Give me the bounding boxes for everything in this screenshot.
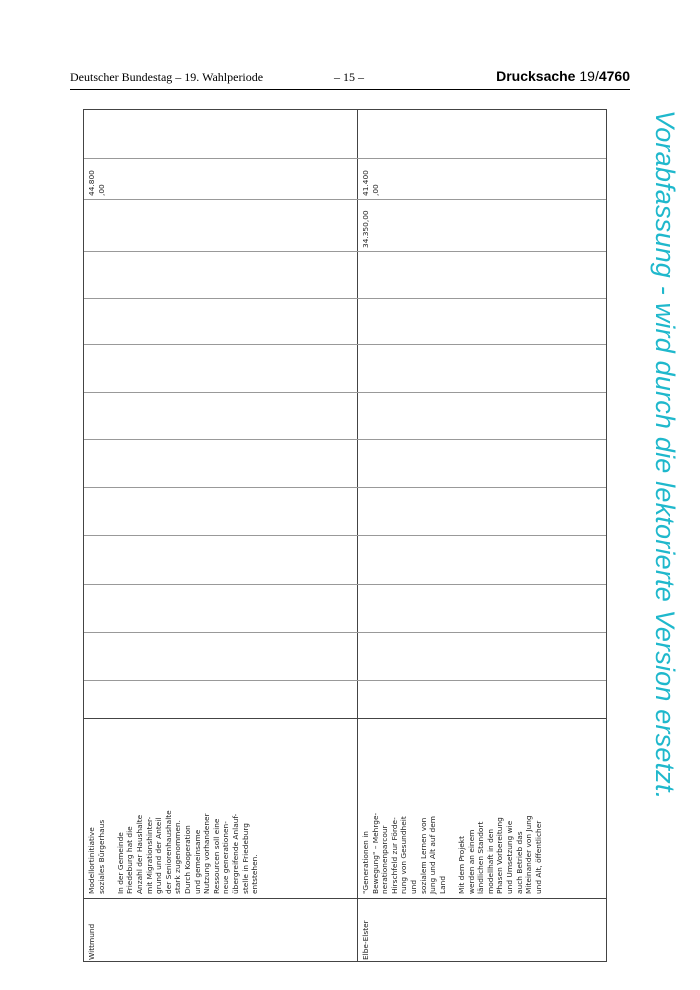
description-line: [106, 810, 116, 894]
header-publication: Deutscher Bundestag – 19. Wahlperiode: [70, 70, 264, 84]
description-line: Bewegung" – Mehrge-: [370, 812, 380, 894]
table-gridline: [84, 298, 606, 299]
description-line: der Seniorenhaushalte: [163, 810, 173, 894]
amount-total: [87, 170, 106, 196]
amount-partial: 34.350,00: [361, 210, 370, 248]
district-name: Wittmund: [87, 923, 96, 960]
table-gridline: [84, 251, 606, 252]
description-line: [447, 813, 457, 894]
table-gridline: [84, 632, 606, 633]
amount-line: ,00: [96, 184, 106, 196]
description-line: und Umsetzung wie: [504, 820, 514, 894]
watermark: [640, 110, 700, 900]
description-line: modellhaft in den: [485, 828, 495, 894]
table-gridline: [84, 199, 606, 200]
description-line: Durch Kooperation: [182, 825, 192, 894]
description-line: grund und der Anteil: [154, 817, 164, 894]
project-description: [361, 813, 543, 894]
project-description: [87, 810, 260, 894]
header-rule: [70, 89, 630, 90]
description-line: stelle in Friedeburg: [240, 823, 250, 894]
watermark-text: Vorabfassung - wird durch die lektorierte Version ersetzt.: [650, 110, 680, 800]
description-line: Phasen Vorbereitung: [495, 817, 505, 894]
description-line: Miteinander von Jung: [524, 815, 534, 894]
description-line: Nutzung vorhandener: [202, 813, 212, 894]
description-line: rung von Gesundheit: [399, 816, 409, 894]
table-gridline: [84, 392, 606, 393]
table-gridline: [84, 898, 606, 899]
description-line: sozialem Lernen von: [418, 817, 428, 894]
table-gridline: [84, 344, 606, 345]
header-number-prefix: 19/: [579, 68, 599, 84]
amount-line: 41.400: [361, 170, 370, 196]
amount-line: 44.800: [87, 170, 96, 196]
description-line: entstehen.: [250, 854, 260, 894]
description-line: stark zugenommen.: [173, 820, 183, 894]
table-gridline: [84, 680, 606, 681]
table-gridline: [84, 718, 606, 719]
amount-line: ,00: [370, 184, 380, 196]
description-line: neue generationen-: [221, 821, 231, 894]
description-line: übergreifende Anlauf-: [230, 813, 240, 894]
header-document-label: Drucksache: [496, 68, 576, 84]
description-line: Hirschfeld zur Förde-: [389, 817, 399, 894]
table-gridline: [84, 535, 606, 536]
description-line: soziales Bürgerhaus: [96, 819, 106, 894]
description-line: Anzahl der Haushalte: [134, 814, 144, 894]
header-page-number: – 15 –: [334, 70, 364, 84]
description-line: Mit dem Projekt: [456, 836, 466, 894]
header-document-number: [496, 68, 630, 84]
description-line: nerationenparcour: [380, 825, 390, 894]
table-gridline: [84, 487, 606, 488]
header-number: 4760: [598, 68, 630, 84]
description-line: Jung und Alt auf dem: [428, 816, 438, 894]
page-header: [70, 70, 630, 88]
description-line: auch Betrieb das: [514, 831, 524, 894]
description-line: und gemeinsame: [192, 829, 202, 894]
table-gridline: [84, 439, 606, 440]
description-line: Modellortinitiative: [87, 827, 96, 894]
description-line: In der Gemeinde: [115, 832, 125, 894]
table-gridline: [84, 584, 606, 585]
funding-table: [83, 109, 607, 962]
district-name: Elbe-Elster: [361, 920, 370, 960]
description-line: und: [408, 879, 418, 894]
amount-total: [361, 170, 380, 196]
description-line: ländlichen Standort: [476, 821, 486, 894]
table-gridline: [84, 158, 606, 159]
description-line: und Alt, öffentlicher: [533, 820, 543, 894]
description-line: mit Migrationshinter-: [144, 816, 154, 894]
description-line: "Generationen in: [361, 831, 370, 894]
description-line: Land: [437, 875, 447, 894]
description-line: Friedeburg hat die: [125, 826, 135, 894]
description-line: Ressourcen soll eine: [211, 818, 221, 894]
description-line: werden an einem: [466, 829, 476, 894]
